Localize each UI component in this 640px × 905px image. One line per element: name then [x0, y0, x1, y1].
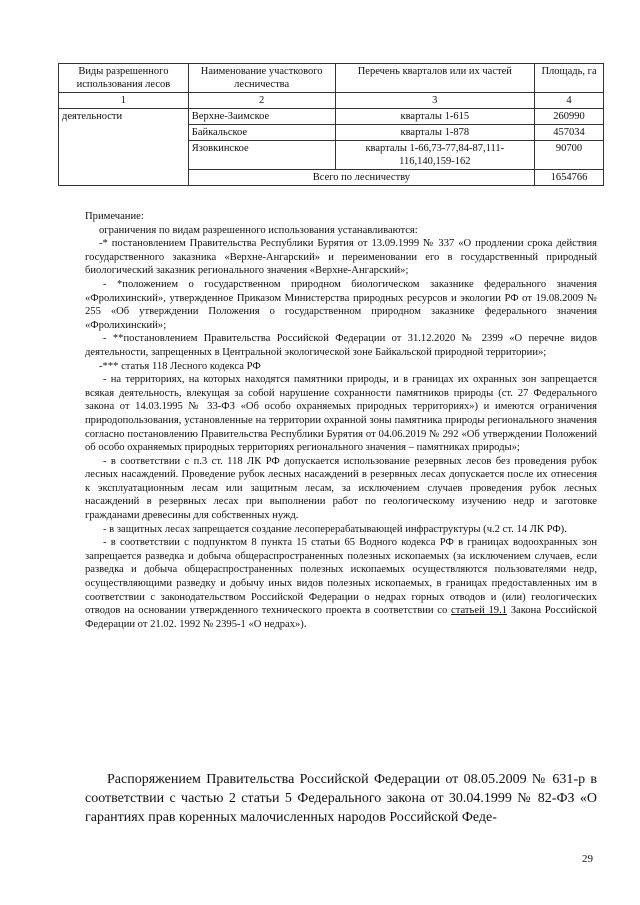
- col-number-4: 4: [535, 93, 604, 109]
- note-item: -*** статья 118 Лесного кодекса РФ: [99, 360, 261, 372]
- notes-section: [85, 210, 597, 631]
- note-item: - на территориях, на которых находятся памятники природы, и в границах их охранных зон запрещается всякая деятельность, влекущая за собой нарушение сохранности памятников природы (ст. 27 Федерального закона от 14.03.1995 № 33-ФЗ «Об особо охраняемых природных территориях») и имеются ограничения природопользования, установленные на территории охранной зоны памятника природы регионального значения согласно постановлению Правительства Республики Бурятия от 04.06.2019 № 292 «Об утверждении Положений об особо охраняемых природных территориях регионального значения – памятниках природы»;: [85, 374, 597, 454]
- header-forestry-name: Наименование участкового лесничества: [188, 64, 335, 93]
- header-area: Площадь, га: [535, 64, 604, 93]
- header-quarters: Перечень кварталов или их частей: [335, 64, 535, 93]
- note-item: [85, 536, 597, 631]
- quarters-cell: кварталы 1-615: [335, 109, 535, 125]
- note-text: - в соответствии с подпунктом 8 пункта 15 статьи 65 Водного кодекса РФ в границах водоохранных зон запрещается разведка и добыча общераспространенных полезных ископаемых (за исключением случаев, если разведка и добыча общераспространенных полезных ископаемых осуществляются пользователями недр, осуществляющими разведку и добычу иных видов полезных ископаемых, в границах предоставленных им в соответствии с законодательством Российской Федерации о недрах горных отводов и (или) геологических отводов на основании утвержденного технического проекта в соответствии со: [85, 537, 597, 617]
- col-number-2: 2: [188, 93, 335, 109]
- note-heading: Примечание:: [85, 211, 144, 222]
- page-number: 29: [582, 853, 593, 865]
- col-number-1: 1: [59, 93, 189, 109]
- forest-table: [58, 63, 604, 186]
- col-number-3: 3: [335, 93, 535, 109]
- note-item: -* постановлением Правительства Республики Бурятия от 13.09.1999 № 337 «О продлении срока действия государственного заказника «Верхне-Ангарский» и переименовании его в государственный природный биологический заказник регионального значения «Верхне-Ангарский»;: [85, 238, 597, 277]
- total-value: 1654766: [535, 170, 604, 186]
- note-item: - в защитных лесах запрещается создание лесоперерабатывающей инфраструктуры (ч.2 ст. 14 ЛК РФ).: [103, 523, 567, 535]
- header-use-type: Виды разрешенного использования лесов: [59, 64, 189, 93]
- quarters-cell: кварталы 1-66,73-77,84-87,111-116,140,159-162: [335, 141, 535, 170]
- table-header-row: [59, 64, 604, 93]
- forestry-name-cell: Верхне-Заимское: [188, 109, 335, 125]
- forestry-name-cell: Байкальское: [188, 125, 335, 141]
- area-cell: 457034: [535, 125, 604, 141]
- note-item: - **постановлением Правительства Российской Федерации от 31.12.2020 № 2399 «О перечне видов деятельности, запрещенных в Центральной экологической зоне Байкальской природной территории»;: [85, 333, 597, 358]
- article-link[interactable]: статьей 19.1: [451, 605, 508, 617]
- note-intro: ограничения по видам разрешенного использования устанавливаются:: [99, 224, 418, 236]
- note-text: Закона Российской Федерации от 21.02. 1992 № 2395-1 «О недрах»).: [85, 605, 597, 630]
- area-cell: 260990: [535, 109, 604, 125]
- use-type-cell: деятельности: [59, 109, 189, 186]
- note-item: - *положением о государственном природном биологическом заказнике федерального значения «Фролихинский», утвержденное Приказом Министерства природных ресурсов и экологии РФ от 19.08.2009 № 255 «Об утверждении Положения о государственном природном заказнике федерального значения «Фролихинский»;: [85, 278, 597, 331]
- table-number-row: [59, 93, 604, 109]
- area-cell: 90700: [535, 141, 604, 170]
- main-paragraph: Распоряжением Правительства Российской Федерации от 08.05.2009 № 631-р в соответствии с частью 2 статьи 5 Федерального закона от 30.04.1999 № 82-ФЗ «О гарантиях прав коренных малочисленных народов Российской Феде-: [85, 772, 597, 825]
- table-row: [59, 109, 604, 125]
- quarters-cell: кварталы 1-878: [335, 125, 535, 141]
- forestry-name-cell: Язовкинское: [188, 141, 335, 170]
- total-label: Всего по лесничеству: [188, 170, 534, 186]
- note-item: - в соответствии с п.3 ст. 118 ЛК РФ допускается использование резервных лесов без проведения рубок лесных насаждений. Проведение рубок лесных насаждений в резервных лесах допускается после их отнесения к эксплуатационным лесам или защитным лесам, за исключением случаев проведения рубок лесных насаждений в резервных лесах при выполнении работ по геологическому изучению недр и заготовке гражданами древесины для собственных нужд.: [85, 455, 597, 522]
